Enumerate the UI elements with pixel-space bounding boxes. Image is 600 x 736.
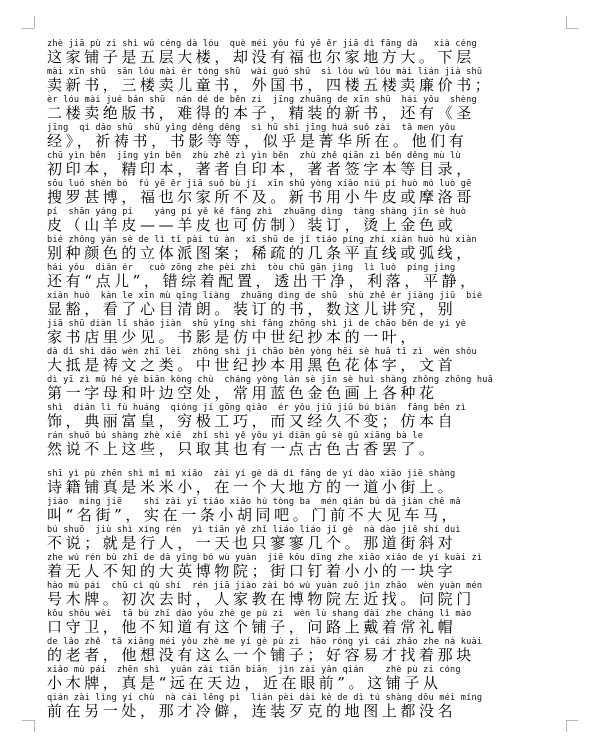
- text-line: [47, 525, 557, 553]
- pinyin-annotation: xiǎn huò kàn le xīn mù qīng liàng zhuāng dìng de shū shù zhě ér jiǎng jiū bié: [47, 291, 483, 301]
- chinese-text: 叫“名街”，实在一条小胡同吧。门前不大见车马，: [47, 506, 461, 524]
- pinyin-annotation: sōu luó shèn bó fú yē ěr jiā suǒ bù jí xīn shū yòng xiǎo niú pí huò mó luò gē: [47, 179, 472, 189]
- pinyin-annotation: bié zhǒng yán sè de lì tǐ pài tú àn xī shū de jǐ tiáo píng zhí xiàn huò hú xiàn: [47, 235, 477, 245]
- text-line: [47, 95, 557, 123]
- pinyin-annotation: hào mù pái chū cì qù shí rén jiā jiào zài bó wù yuàn zuǒ jìn zhǎo wèn yuàn mén: [47, 581, 483, 591]
- document-body: [47, 39, 557, 721]
- pinyin-annotation: hái yǒu diǎn ér cuò zōng zhe pèi zhì tòu chū gān jìng lì luò píng jìng: [47, 263, 456, 273]
- text-line: [47, 431, 557, 459]
- pinyin-annotation: chū yìn běn jīng yìn běn zhù zhě zì yìn běn zhù zhě qiān zì běn děng mù lù: [47, 151, 461, 161]
- text-line: [47, 291, 557, 319]
- text-line: [47, 263, 557, 291]
- pinyin-annotation: zhè jiā pù zi shì wǔ céng dà lóu què méi yǒu fú yē ěr jiā dì fāng dà xià céng: [47, 39, 477, 49]
- pinyin-annotation: dà dǐ shì dǎo wén zhī lèi zhōng shì jì chāo běn yòng hēi sè huā tǐ zì wén shǒu: [47, 347, 477, 357]
- pinyin-annotation: mài xīn shū sān lóu mài ér tóng shū wài guó shū sì lóu wǔ lóu mài lián jià shū: [47, 67, 483, 77]
- text-line: [47, 693, 557, 721]
- text-line: [47, 347, 557, 375]
- chinese-text: 搜罗甚博，福也尔家所不及。新书用小牛皮或摩洛哥: [47, 188, 475, 206]
- pinyin-annotation: pí shān yáng pí yáng pí yě kě fǎng zhì zhuāng dìng tàng shàng jīn sè huò: [47, 207, 467, 217]
- text-line: [47, 319, 557, 347]
- crop-mark-bottom-left-h: [22, 720, 34, 721]
- chinese-text: 这家铺子是五层大楼，却没有福也尔家地方大。下层: [47, 48, 475, 66]
- pinyin-annotation: èr lóu mài jué bǎn shū nán dé de běn zi jīng zhuāng de xīn shū hái yǒu shèng: [47, 95, 477, 105]
- text-line: [47, 665, 557, 693]
- text-line: [47, 637, 557, 665]
- pinyin-annotation: shì diǎn lì fù huáng qióng jí gōng qiǎo ér yǒu jiǔ jiǔ bú biàn fǎng běn zì: [47, 403, 467, 413]
- pinyin-annotation: bú shuō jiù shì xíng rén yì tiān yě zhǐ liáo liáo jǐ gè nà dào jiē shí duì: [47, 525, 461, 535]
- chinese-text: 经》，祈祷书，书影等等，似乎是菁华所在。他们有: [47, 132, 468, 150]
- text-line: [47, 403, 557, 431]
- chinese-text: 二楼卖绝版书，难得的本子，精装的新书，还有《圣: [47, 104, 475, 122]
- pinyin-annotation: jiā shū diàn lǐ shǎo jiàn shū yǐng shì fǎng zhōng shì jì de chāo běn de yí yè: [47, 319, 467, 329]
- chinese-text: 诗籍铺真是米米小，在一个大地方的一道小街上。: [47, 478, 457, 496]
- chinese-text: 初印本，精印本，著者自印本，著者签字本等目录，: [47, 160, 475, 178]
- chinese-text: 第一字母和叶边空处，常用蓝色金色画上各种花: [47, 384, 438, 402]
- text-line: [47, 207, 557, 235]
- pinyin-annotation: xiǎo mù pái zhēn shì yuǎn zài tiān biān jìn zài yǎn qián zhè pù zi cóng: [47, 665, 461, 675]
- chinese-text: 大抵是祷文之类。中世纪抄本用黑色花体字，文首: [47, 356, 457, 374]
- chinese-text: 饰，典丽富皇，穷极工巧，而又经久不变；仿本自: [47, 412, 457, 430]
- chinese-text: 卖新书，三楼卖儿童书，外国书，四楼五楼卖廉价书；: [47, 76, 494, 94]
- chinese-text: 的老者，他想没有这么一个铺子；好容易才找着那块: [47, 646, 475, 664]
- chinese-text: 不说；就是行人，一天也只寥寥几个。那道街斜对: [47, 534, 457, 552]
- pinyin-annotation: rán shuō bú shàng zhè xiē zhǐ shì yě yǒu yì diǎn gǔ sè gǔ xiāng bà le: [47, 431, 424, 441]
- text-line: [47, 67, 557, 95]
- crop-mark-bottom-left-v: [34, 720, 35, 732]
- crop-mark-top-right-v: [566, 16, 567, 28]
- text-line: [47, 609, 557, 637]
- pinyin-annotation: jiào míng jiē shí zài yī tiáo xiǎo hú tòng ba mén qián bú dà jiàn chē mǎ: [47, 497, 461, 507]
- crop-mark-top-left-h: [22, 28, 34, 29]
- text-line: [47, 469, 557, 497]
- chinese-text: 皮（山羊皮——羊皮也可仿制）装订，烫上金色或: [47, 216, 457, 234]
- crop-mark-bottom-right-h: [566, 720, 578, 721]
- chinese-text: 然说不上这些，只取其也有一点古色古香罢了。: [47, 440, 438, 458]
- paragraph: [47, 39, 557, 459]
- chinese-text: 着无人不知的大英博物院；街口钉着小小的一块字: [47, 562, 457, 580]
- crop-mark-top-left-v: [34, 16, 35, 28]
- text-line: [47, 581, 557, 609]
- text-line: [47, 235, 557, 263]
- text-line: [47, 375, 557, 403]
- chinese-text: 前在另一处，那才冷僻，连装歹克的地图上都没名: [47, 702, 457, 720]
- text-line: [47, 123, 557, 151]
- chinese-text: 家书店里少见。书影是仿中世纪抄本的一叶，: [47, 328, 420, 346]
- chinese-text: 显豁，看了心目清朗。装订的书，数这儿讲究，别: [47, 300, 457, 318]
- pinyin-annotation: jīng qí dǎo shū shū yǐng děng děng sì hū shì jīng huá suǒ zài tā men yǒu: [47, 123, 456, 133]
- text-line: [47, 39, 557, 67]
- chinese-text: 小木牌，真是“远在天边，近在眼前”。这铺子从: [47, 674, 442, 692]
- pinyin-annotation: kǒu shǒu wèi tā bù zhī dào yǒu zhè ge pù zi wèn lù shang dài zhe cháng lǐ mào: [47, 609, 472, 619]
- crop-mark-top-right-h: [566, 28, 578, 29]
- pinyin-annotation: dì yī zì mǔ hé yè biān kòng chù cháng yòng lán sè jīn sè huì shàng zhǒng zhǒng huā: [47, 375, 494, 385]
- crop-mark-bottom-right-v: [566, 720, 567, 732]
- pinyin-annotation: zhe wú rén bù zhī de dà yīng bó wù yuàn jiē kǒu dīng zhe xiǎo xiǎo de yí kuài zì: [47, 553, 483, 563]
- text-line: [47, 497, 557, 525]
- chinese-text: 口守卫，他不知道有这个铺子，问路上戴着常礼帽: [47, 618, 457, 636]
- paragraph: [47, 469, 557, 721]
- chinese-text: 号木牌。初次去时，人家教在博物院左近找。问院门: [47, 590, 475, 608]
- pinyin-annotation: shī yì pù zhēn shì mǐ mǐ xiǎo zài yí gè dà dì fāng de yí dào xiǎo jiē shàng: [47, 469, 456, 479]
- chinese-text: 别种颜色的立体派图案；稀疏的几条平直线或弧线，: [47, 244, 475, 262]
- chinese-text: 还有“点儿”，错综着配置，透出干净，利落，平静，: [47, 272, 479, 290]
- text-line: [47, 151, 557, 179]
- pinyin-annotation: de lǎo zhě tā xiǎng méi yǒu zhè me yí gè pù zi hǎo róng yì cái zhǎo zhe nà kuài: [47, 637, 483, 647]
- text-line: [47, 179, 557, 207]
- text-line: [47, 553, 557, 581]
- pinyin-annotation: qián zài lìng yí chù nà cái lěng pì lián pèi dài kè de dì tú shàng dōu méi míng: [47, 693, 483, 703]
